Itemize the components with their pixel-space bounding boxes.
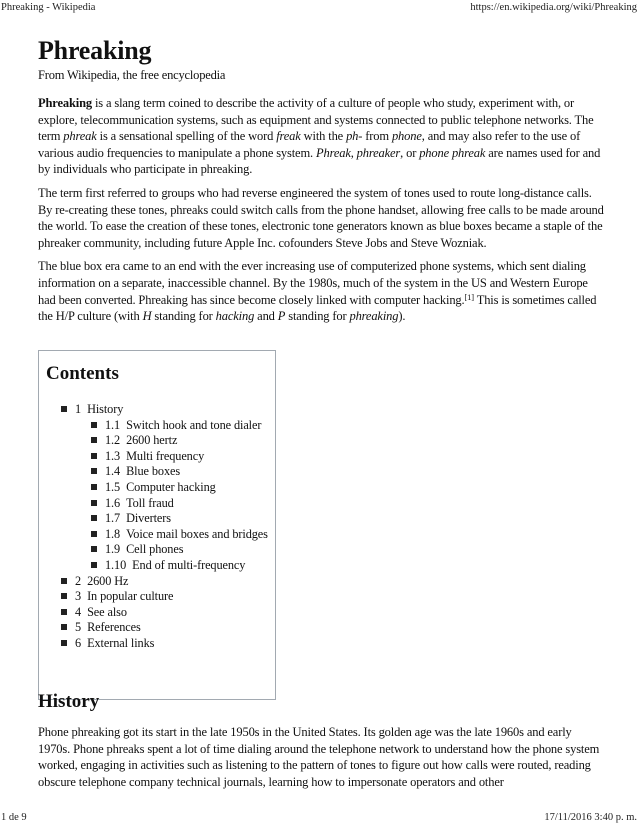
toc-item-end-multi-frequency[interactable]: 1.10 End of multi-frequency (91, 558, 268, 574)
print-header-title: Phreaking - Wikipedia (1, 2, 96, 13)
history-heading: History (38, 691, 100, 712)
toc-list (61, 402, 268, 652)
intro-paragraph-3: The blue box era came to an end with the ever increasing use of computerized phone systems, which sent dialing information on a separate, inaccessible channel. By the 1980s, much of the system in the US and Western Europe had been converted. Phreaking has since become closely linked with computer hacking.[1] This is sometimes called the H/P culture (with H standing for hacking and P standing for phreaking). (38, 259, 597, 324)
toc-sublist (91, 418, 268, 574)
toc-item-cell-phones[interactable]: 1.9 Cell phones (91, 542, 268, 558)
page-counter: 1 de 9 (1, 812, 27, 823)
toc-item-multi-frequency[interactable]: 1.3 Multi frequency (91, 449, 268, 465)
print-timestamp: 17/11/2016 3:40 p. m. (544, 812, 637, 823)
toc-item-switch-hook[interactable]: 1.1 Switch hook and tone dialer (91, 418, 268, 434)
page-tagline: From Wikipedia, the free encyclopedia (38, 68, 226, 82)
page-title: Phreaking (38, 36, 152, 65)
print-header-url: https://en.wikipedia.org/wiki/Phreaking (470, 2, 637, 13)
toc-title: Contents (46, 363, 119, 384)
reference-link[interactable]: [1] (464, 291, 474, 302)
print-footer (0, 811, 638, 825)
intro-paragraph-1: Phreaking is a slang term coined to describe the activity of a culture of people who study, experiment with, or explore, telecommunication systems, such as equipment and systems connected to public telephone networks. The term phreak is a sensational spelling of the word freak with the ph- from phone, and may also refer to the use of various audio frequencies to manipulate a phone system. Phreak, phreaker, or phone phreak are names used for and by individuals who participate in phreaking. (38, 96, 601, 177)
toc-item-blue-boxes[interactable]: 1.4 Blue boxes (91, 464, 268, 480)
toc-item-toll-fraud[interactable]: 1.6 Toll fraud (91, 496, 268, 512)
toc-item-voice-mail[interactable]: 1.8 Voice mail boxes and bridges (91, 527, 268, 543)
article-body (38, 36, 606, 789)
toc-item-diverters[interactable]: 1.7 Diverters (91, 511, 268, 527)
toc-item-computer-hacking[interactable]: 1.5 Computer hacking (91, 480, 268, 496)
toc-item-2600-hertz[interactable]: 1.2 2600 hertz (91, 433, 268, 449)
history-paragraph-1: Phone phreaking got its start in the late 1950s in the United States. Its golden age was the late 1960s and early 1970s. Phone phreaks spent a lot of time dialing around the telephone network to understand how the phone system worked, engaging in activities such as listening to the pattern of tones to figure out how calls were routed, reading obscure telephone company technical journals, learning how to impersonate operators and other (38, 725, 600, 789)
toc-item-2600-hz[interactable]: 2 2600 Hz (61, 574, 268, 590)
table-of-contents (38, 350, 276, 700)
term-bold: Phreaking (38, 96, 92, 110)
toc-item-popular-culture[interactable]: 3 In popular culture (61, 589, 268, 605)
toc-item-history[interactable]: 1 History 1.1 Switch hook and tone dialer 1.2 2600 hertz 1.3 Multi frequency 1.4 Blue boxes 1.5 Computer hacking 1.6 Toll fraud 1.7 Diverters 1.8 Voice mail boxes and bridges 1.9 Cell phones 1.10 End of multi-frequency (61, 402, 268, 574)
toc-item-see-also[interactable]: 4 See also (61, 605, 268, 621)
print-header (0, 1, 638, 15)
intro-paragraph-2: The term first referred to groups who had reverse engineered the system of tones used to route long-distance calls. By re-creating these tones, phreaks could switch calls from the phone handset, allowing free calls to be made around the world. To ease the creation of these tones, electronic tone generators known as blue boxes became a staple of the phreaker community, including future Apple Inc. cofounders Steve Jobs and Steve Wozniak. (38, 185, 604, 250)
toc-item-external-links[interactable]: 6 External links (61, 636, 268, 652)
toc-item-references[interactable]: 5 References (61, 620, 268, 636)
